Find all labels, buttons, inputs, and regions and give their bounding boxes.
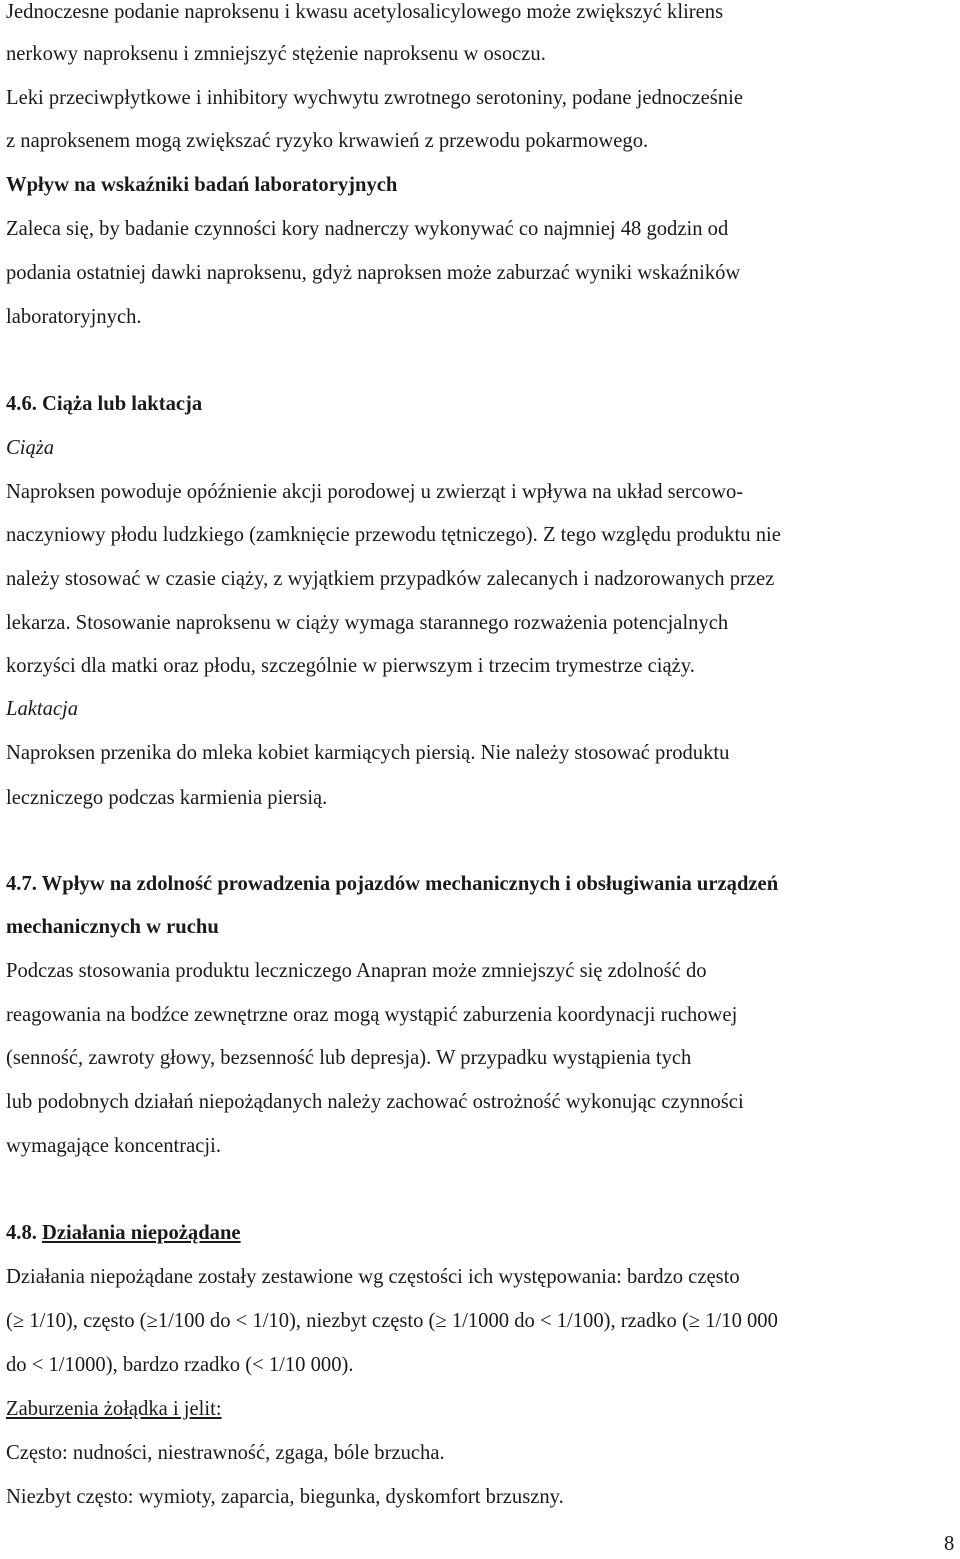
gi-line-1: Często: nudności, niestrawność, zgaga, bóle brzucha. <box>6 1442 445 1464</box>
page-number: 8 <box>944 1533 955 1555</box>
driving-line-4: lub podobnych działań niepożądanych należy zachować ostrożność wykonując czynności <box>6 1091 744 1113</box>
intro-line-1: Jednoczesne podanie naproksenu i kwasu acetylosalicylowego może zwiększyć klirens <box>6 1 724 23</box>
adverse-line-2: (≥ 1/10), często (≥1/100 do < 1/10), niezbyt często (≥ 1/1000 do < 1/100), rzadko (≥ 1/10 000 <box>6 1310 778 1332</box>
section-4-8-heading <box>6 1221 241 1245</box>
lab-heading: Wpływ na wskaźniki badań laboratoryjnych <box>6 174 398 196</box>
intro-line-4: z naproksenem mogą zwiększać ryzyko krwawień z przewodu pokarmowego. <box>6 130 649 152</box>
intro-line-2: nerkowy naproksenu i zmniejszyć stężenie naproksenu w osoczu. <box>6 43 546 65</box>
section-4-6-heading: 4.6. Ciąża lub laktacja <box>6 393 203 415</box>
lab-line-2: podania ostatniej dawki naproksenu, gdyż naproksen może zaburzać wyniki wskaźników <box>6 262 741 284</box>
lactation-title: Laktacja <box>6 698 79 720</box>
pregnancy-line-2: naczyniowy płodu ludzkiego (zamknięcie przewodu tętniczego). Z tego względu produktu nie <box>6 524 781 546</box>
section-4-8-title: Działania niepożądane <box>42 1222 241 1244</box>
driving-line-2: reagowania na bodźce zewnętrzne oraz mogą wystąpić zaburzenia koordynacji ruchowej <box>6 1004 738 1026</box>
pregnancy-line-4: lekarza. Stosowanie naproksenu w ciąży wymaga starannego rozważenia potencjalnych <box>6 612 729 634</box>
lactation-line-2: leczniczego podczas karmienia piersią. <box>6 787 328 809</box>
section-4-8-number: 4.8. <box>6 1222 37 1244</box>
gi-line-2: Niezbyt często: wymioty, zaparcia, biegunka, dyskomfort brzuszny. <box>6 1486 564 1508</box>
pregnancy-line-3: należy stosować w czasie ciąży, z wyjątkiem przypadków zalecanych i nadzorowanych przez <box>6 568 775 590</box>
intro-line-3: Leki przeciwpłytkowe i inhibitory wychwytu zwrotnego serotoniny, podane jednocześnie <box>6 87 743 109</box>
driving-line-1: Podczas stosowania produktu leczniczego Anapran może zmniejszyć się zdolność do <box>6 960 707 982</box>
section-4-7-heading-line-1: 4.7. Wpływ na zdolność prowadzenia pojazdów mechanicznych i obsługiwania urządzeń <box>6 873 779 895</box>
pregnancy-line-1: Naproksen powoduje opóźnienie akcji porodowej u zwierząt i wpływa na układ sercowo- <box>6 481 744 503</box>
adverse-line-3: do < 1/1000), bardzo rzadko (< 1/10 000). <box>6 1354 354 1376</box>
pregnancy-line-5: korzyści dla matki oraz płodu, szczególnie w pierwszym i trzecim trymestrze ciąży. <box>6 655 695 677</box>
lab-line-1: Zaleca się, by badanie czynności kory nadnerczy wykonywać co najmniej 48 godzin od <box>6 218 729 240</box>
section-4-7-heading-line-2: mechanicznych w ruchu <box>6 916 219 938</box>
driving-line-3: (senność, zawroty głowy, bezsenność lub depresja). W przypadku wystąpienia tych <box>6 1047 692 1069</box>
driving-line-5: wymagające koncentracji. <box>6 1135 221 1157</box>
adverse-line-1: Działania niepożądane zostały zestawione wg częstości ich występowania: bardzo często <box>6 1266 740 1288</box>
lactation-line-1: Naproksen przenika do mleka kobiet karmiących piersią. Nie należy stosować produktu <box>6 742 730 764</box>
gi-title: Zaburzenia żołądka i jelit: <box>6 1398 222 1420</box>
pregnancy-title: Ciąża <box>6 437 55 459</box>
lab-line-3: laboratoryjnych. <box>6 306 142 328</box>
